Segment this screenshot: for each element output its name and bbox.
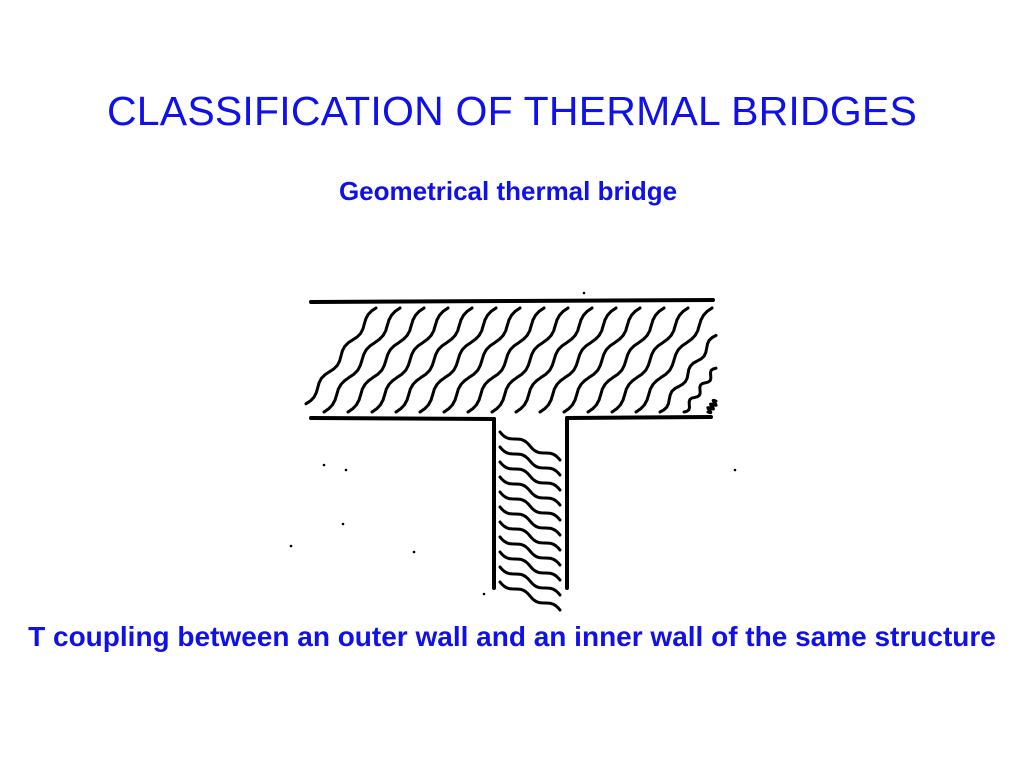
speck bbox=[323, 464, 326, 467]
inner-hatch-stroke bbox=[500, 507, 560, 535]
speck bbox=[345, 469, 348, 472]
outer-hatch-stroke bbox=[372, 308, 448, 412]
inner-hatch-stroke bbox=[500, 477, 560, 505]
inner-hatch-stroke bbox=[500, 537, 560, 565]
outer-wall-hatching bbox=[306, 308, 716, 413]
speck bbox=[413, 551, 416, 554]
outer-hatch-stroke bbox=[306, 308, 376, 404]
outer-wall-top-edge bbox=[311, 300, 713, 302]
outer-hatch-stroke bbox=[444, 308, 520, 412]
slide-caption: T coupling between an outer wall and an inner wall of the same structure bbox=[28, 621, 996, 652]
speck bbox=[290, 545, 293, 548]
speck bbox=[342, 523, 345, 526]
inner-hatch-stroke bbox=[500, 492, 560, 520]
outer-hatch-stroke bbox=[324, 308, 400, 412]
slide-subtitle: Geometrical thermal bridge bbox=[338, 176, 678, 206]
outer-hatch-stroke bbox=[420, 308, 496, 412]
outer-hatch-stroke bbox=[540, 308, 616, 412]
slide-title: CLASSIFICATION OF THERMAL BRIDGES bbox=[106, 88, 918, 134]
inner-hatch-stroke bbox=[500, 582, 560, 610]
outer-wall-bottom-right-edge bbox=[567, 417, 711, 418]
speck bbox=[734, 469, 737, 472]
t-junction-wall-section-icon bbox=[290, 292, 737, 610]
speck bbox=[483, 593, 486, 596]
inner-hatch-stroke bbox=[500, 432, 560, 460]
outer-hatch-stroke bbox=[396, 308, 472, 412]
inner-wall-hatching bbox=[500, 432, 560, 610]
inner-hatch-stroke bbox=[500, 462, 560, 490]
outer-hatch-stroke bbox=[612, 308, 688, 412]
outer-hatch-stroke bbox=[708, 400, 716, 412]
outer-hatch-stroke bbox=[588, 308, 664, 412]
inner-hatch-stroke bbox=[500, 567, 560, 595]
outer-hatch-stroke bbox=[564, 308, 640, 412]
outer-hatch-stroke bbox=[468, 308, 544, 412]
outer-hatch-stroke bbox=[516, 308, 592, 412]
inner-hatch-stroke bbox=[500, 447, 560, 475]
inner-hatch-stroke bbox=[500, 552, 560, 580]
speck bbox=[583, 292, 586, 295]
inner-hatch-stroke bbox=[500, 522, 560, 550]
outer-hatch-stroke bbox=[348, 308, 424, 412]
outer-hatch-stroke bbox=[492, 308, 568, 412]
outer-wall-bottom-left-edge bbox=[311, 418, 494, 419]
